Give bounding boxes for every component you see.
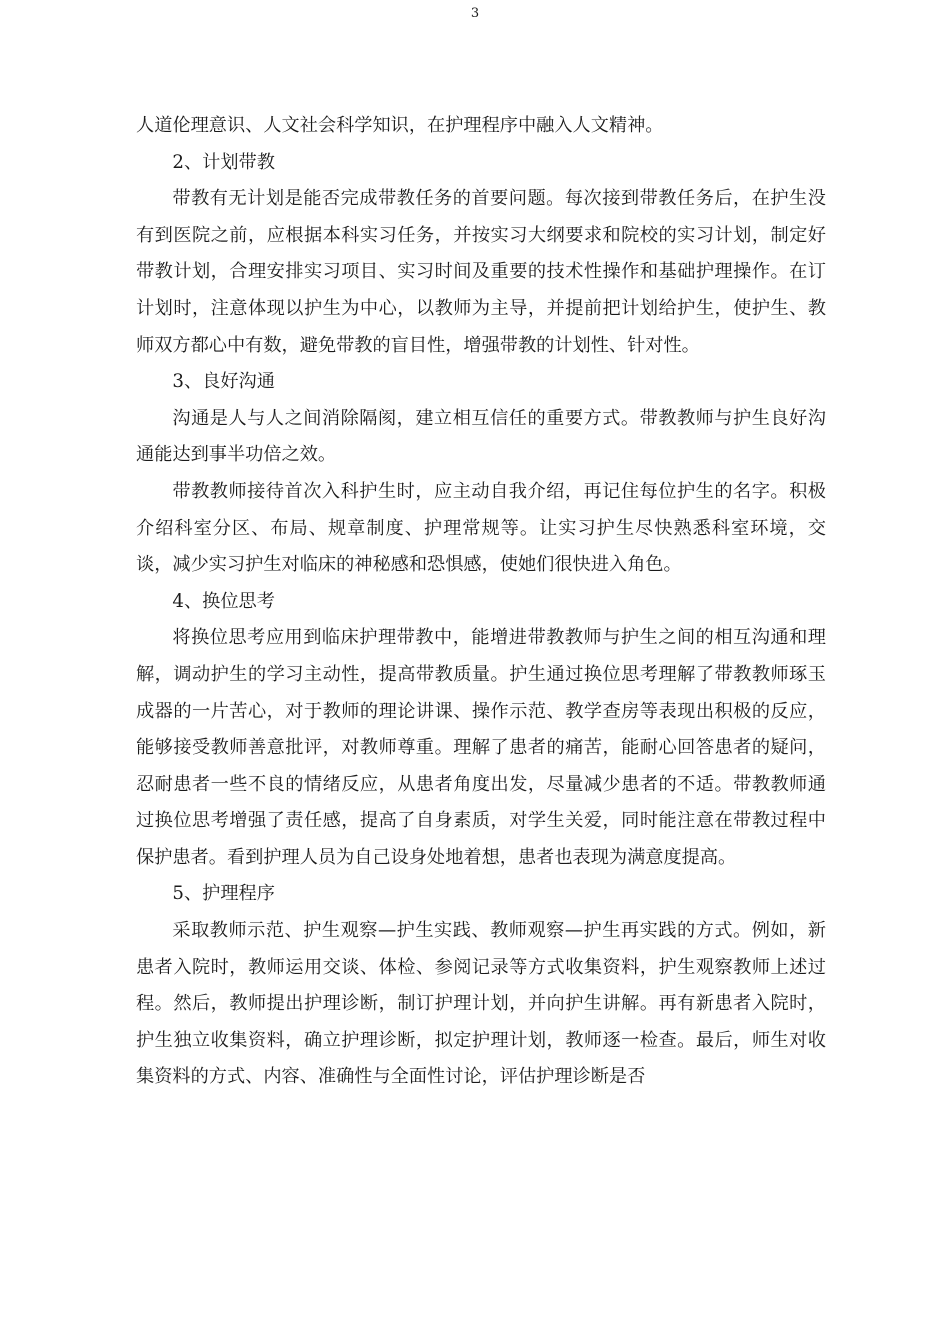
paragraph-communication-intro: 沟通是人与人之间消除隔阂，建立相互信任的重要方式。带教教师与护生良好沟通能达到事半功倍之效。	[136, 407, 826, 466]
paragraph-empathy: 将换位思考应用到临床护理带教中，能增进带教教师与护生之间的相互沟通和理解，调动护生的学习主动性，提高带教质量。护生通过换位思考理解了带教教师琢玉成器的一片苦心，对于教师的理论讲课、操作示范、教学查房等表现出积极的反应，能够接受教师善意批评，对教师尊重。理解了患者的痛苦，能耐心回答患者的疑问，忍耐患者一些不良的情绪反应，从患者角度出发，尽量减少患者的不适。带教教师通过换位思考增强了责任感，提高了自身素质，对学生关爱，同时能注意在带教过程中保护患者。看到护理人员为自己设身处地着想，患者也表现为满意度提高。	[136, 627, 826, 868]
paragraph-continuation: 人道伦理意识、人文社会科学知识，在护理程序中融入人文精神。	[136, 115, 664, 136]
paragraph-nursing-process: 采取教师示范、护生观察—护生实践、教师观察—护生再实践的方式。例如，新患者入院时，教师运用交谈、体检、参阅记录等方式收集资料，护生观察教师上述过程。然后，教师提出护理诊断，制订护理计划，并向护生讲解。再有新患者入院时，护生独立收集资料，确立护理诊断，拟定护理计划，教师逐一检查。最后，师生对收集资料的方式、内容、准确性与全面性讨论，评估护理诊断是否	[136, 920, 826, 1088]
paragraph-communication-detail: 带教教师接待首次入科护生时，应主动自我介绍，再记住每位护生的名字。积极介绍科室分区、布局、规章制度、护理常规等。让实习护生尽快熟悉科室环境，交谈，减少实习护生对临床的神秘感和恐惧感，使她们很快进入角色。	[136, 480, 826, 576]
section-heading-nursing-process: 5、护理程序	[172, 883, 275, 905]
section-heading-communication: 3、良好沟通	[172, 371, 275, 393]
section-heading-plan-teaching: 2、计划带教	[172, 151, 275, 173]
section-heading-empathy: 4、换位思考	[172, 590, 275, 612]
paragraph-plan-teaching: 带教有无计划是能否完成带教任务的首要问题。每次接到带教任务后，在护生没有到医院之前，应根据本科实习任务，并按实习大纲要求和院校的实习计划，制定好带教计划，合理安排实习项目、实习时间及重要的技术性操作和基础护理操作。在订计划时，注意体现以护生为中心，以教师为主导，并提前把计划给护生，使护生、教师双方都心中有数，避免带教的盲目性，增强带教的计划性、针对性。	[136, 188, 826, 356]
page-number: 3	[470, 6, 480, 21]
document-body	[136, 108, 826, 1096]
